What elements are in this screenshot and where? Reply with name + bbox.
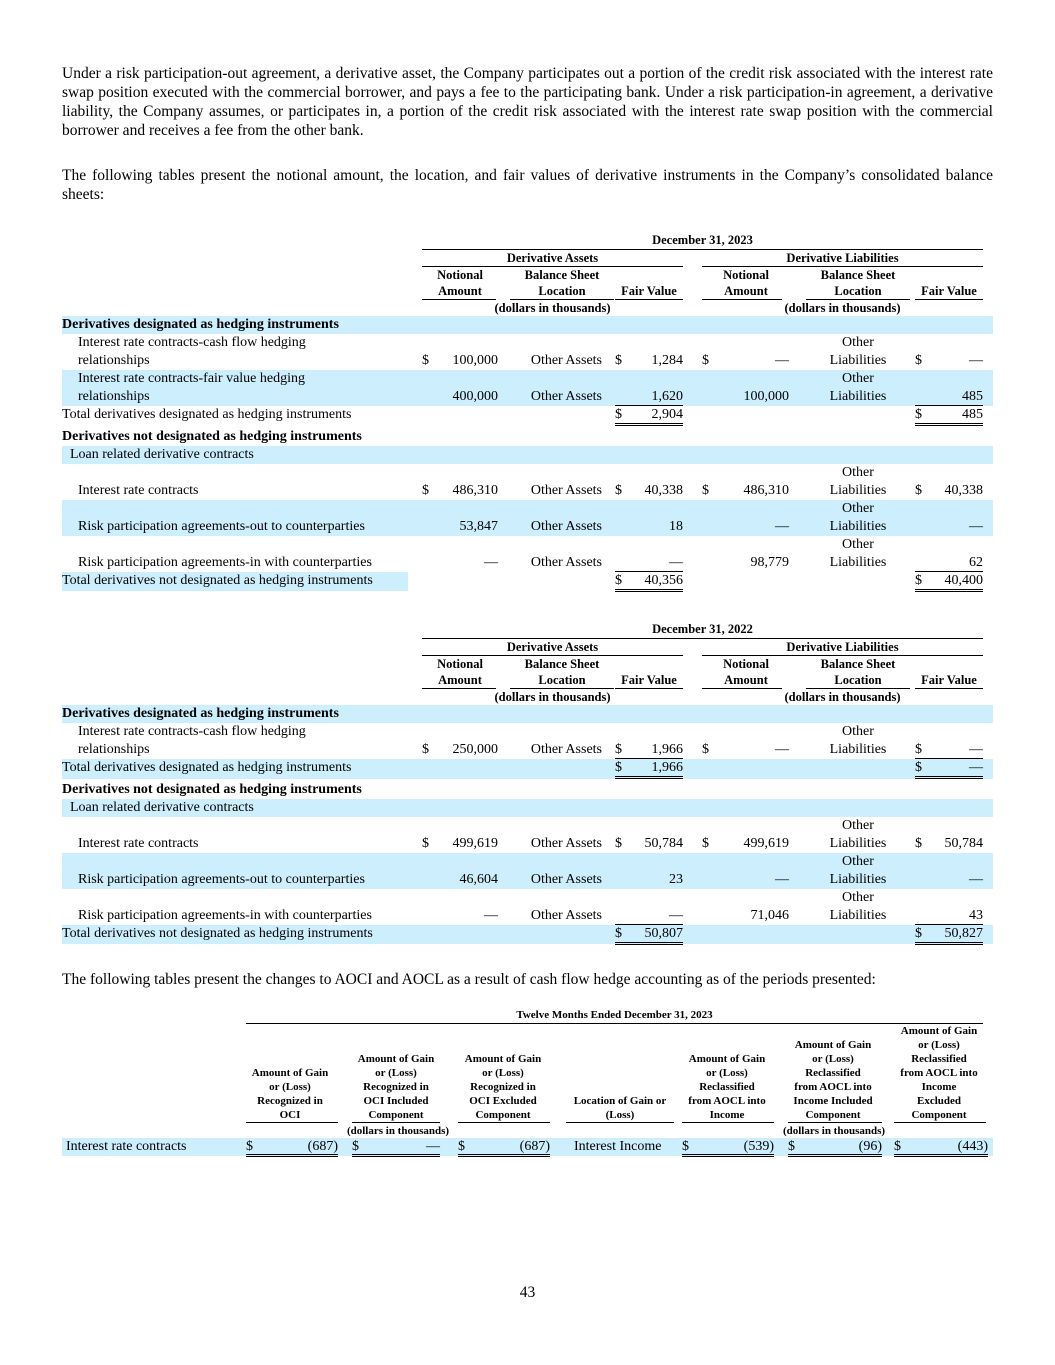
- table-row: Interest rate contracts $ 499,619 Other Assets $ 50,784 $ 499,619 Other Liabilities $ 50,784: [78, 818, 983, 851]
- notional-header: Notional Amount: [437, 657, 483, 687]
- table-row: Risk participation agreements-in with counterparties — Other Assets — 71,046 Other Liabilities 43: [78, 890, 983, 923]
- aoci-col-header: Amount of Gain or (Loss) Reclassified from AOCL into Income: [688, 1053, 766, 1121]
- derivative-liabilities-header: Derivative Liabilities: [786, 640, 899, 654]
- table-row: Interest rate contracts $ 486,310 Other Assets $ 40,338 $ 486,310 Other Liabilities $ 40,338: [78, 465, 983, 498]
- derivative-liabilities-header: Derivative Liabilities: [786, 251, 899, 265]
- table-2023: [62, 232, 993, 594]
- aoci-intro-paragraph: The following tables present the changes to AOCI and AOCL as a result of cash flow hedge accounting as of the periods presented:: [62, 971, 876, 988]
- subsection-row: Loan related derivative contracts: [62, 799, 993, 817]
- table-row: Interest rate contracts-cash flow hedging relationships $ 100,000 Other Assets $ 1,284 $ — Other Liabilities $ —: [78, 335, 983, 368]
- aoci-col-header: Location of Gain or (Loss): [573, 1095, 667, 1121]
- dollars-note: (dollars in thousands): [494, 690, 611, 704]
- total-row: Total derivatives designated as hedging instruments $ 2,904 $ 485: [62, 406, 993, 426]
- aoci-col-header: Amount of Gain or (Loss) Recognized in OCI Excluded Component: [464, 1053, 542, 1121]
- notional-header: Notional Amount: [437, 268, 483, 298]
- tables-intro-paragraph: The following tables present the notional amount, the location, and fair values of derivative instruments in the Company’s consolidated balance sheets:: [62, 167, 993, 203]
- dollars-note: (dollars in thousands): [784, 690, 901, 704]
- table-title: December 31, 2022: [652, 622, 753, 636]
- section-header-row: Derivatives not designated as hedging instruments: [62, 429, 362, 444]
- notional-header: Notional Amount: [723, 268, 769, 298]
- fair-value-header: Fair Value: [621, 673, 677, 687]
- location-header: Balance Sheet Location: [524, 268, 600, 298]
- dollars-note: (dollars in thousands): [782, 1125, 886, 1137]
- fair-value-header: Fair Value: [921, 673, 977, 687]
- aoci-col-header: Amount of Gain or (Loss) Recognized in OCI Included Component: [357, 1053, 435, 1121]
- section-header-row: Derivatives not designated as hedging instruments: [62, 782, 362, 797]
- table-2022: [62, 621, 993, 951]
- aoci-col-header: Amount of Gain or (Loss) Recognized in OCI: [251, 1067, 329, 1121]
- dollars-note: (dollars in thousands): [494, 301, 611, 315]
- fair-value-header: Fair Value: [921, 284, 977, 298]
- derivative-assets-header: Derivative Assets: [506, 640, 599, 654]
- table-row: Risk participation agreements-out to counterparties 46,604 Other Assets 23 — Other Liabilities —: [62, 853, 993, 889]
- table-row: Risk participation agreements-in with counterparties — Other Assets — 98,779 Other Liabilities 62: [78, 537, 983, 570]
- total-row: Total derivatives designated as hedging instruments $ 1,966 $ —: [62, 759, 993, 779]
- page-number: 43: [519, 1284, 536, 1301]
- derivative-assets-header: Derivative Assets: [506, 251, 599, 265]
- location-header: Balance Sheet Location: [524, 657, 600, 687]
- aoci-title: Twelve Months Ended December 31, 2023: [516, 1009, 713, 1021]
- table-row: Interest rate contracts $ (687) $ — $ (687) Interest Income $ (539) $ (96) $ (443): [62, 1138, 993, 1156]
- fair-value-header: Fair Value: [621, 284, 677, 298]
- location-header: Balance Sheet Location: [820, 268, 896, 298]
- dollars-note: (dollars in thousands): [784, 301, 901, 315]
- table-row: Interest rate contracts-cash flow hedging relationships $ 250,000 Other Assets $ 1,966 $ — Other Liabilities $ —: [78, 724, 983, 757]
- table-row: Interest rate contracts-fair value hedging relationships 400,000 Other Assets 1,620 100,000 Other Liabilities 485: [62, 370, 993, 406]
- aoci-table: [62, 1008, 993, 1158]
- dollars-note: (dollars in thousands): [346, 1125, 450, 1137]
- intro-paragraph: Under a risk participation-out agreement, a derivative asset, the Company participates out a portion of the credit risk associated with the interest rate swap position executed with the commercial borrower, and pays a fee to the participating bank. Under a risk participation-in agreement, a derivative liability, the Company assumes, or participates in, a portion of the credit risk associated with the interest rate swap position with the commercial borrower and receives a fee from the other bank.: [62, 65, 993, 139]
- total-row: Total derivatives not designated as hedging instruments $ 50,807 $ 50,827: [62, 925, 993, 944]
- section-header-row: Derivatives designated as hedging instruments: [62, 705, 993, 723]
- subsection-row: Loan related derivative contracts: [62, 446, 993, 464]
- section-header-row: Derivatives designated as hedging instruments: [62, 316, 993, 334]
- table-title: December 31, 2023: [652, 233, 753, 247]
- notional-header: Notional Amount: [723, 657, 769, 687]
- table-row: Risk participation agreements-out to counterparties 53,847 Other Assets 18 — Other Liabilities —: [62, 500, 993, 536]
- aoci-col-header: Amount of Gain or (Loss) Reclassified from AOCL into Income Included Component: [793, 1039, 873, 1121]
- total-row: Total derivatives not designated as hedging instruments $ 40,356 $ 40,400: [62, 572, 993, 591]
- aoci-col-header: Amount of Gain or (Loss) Reclassified from AOCL into Income Excluded Component: [900, 1025, 978, 1121]
- location-header: Balance Sheet Location: [820, 657, 896, 687]
